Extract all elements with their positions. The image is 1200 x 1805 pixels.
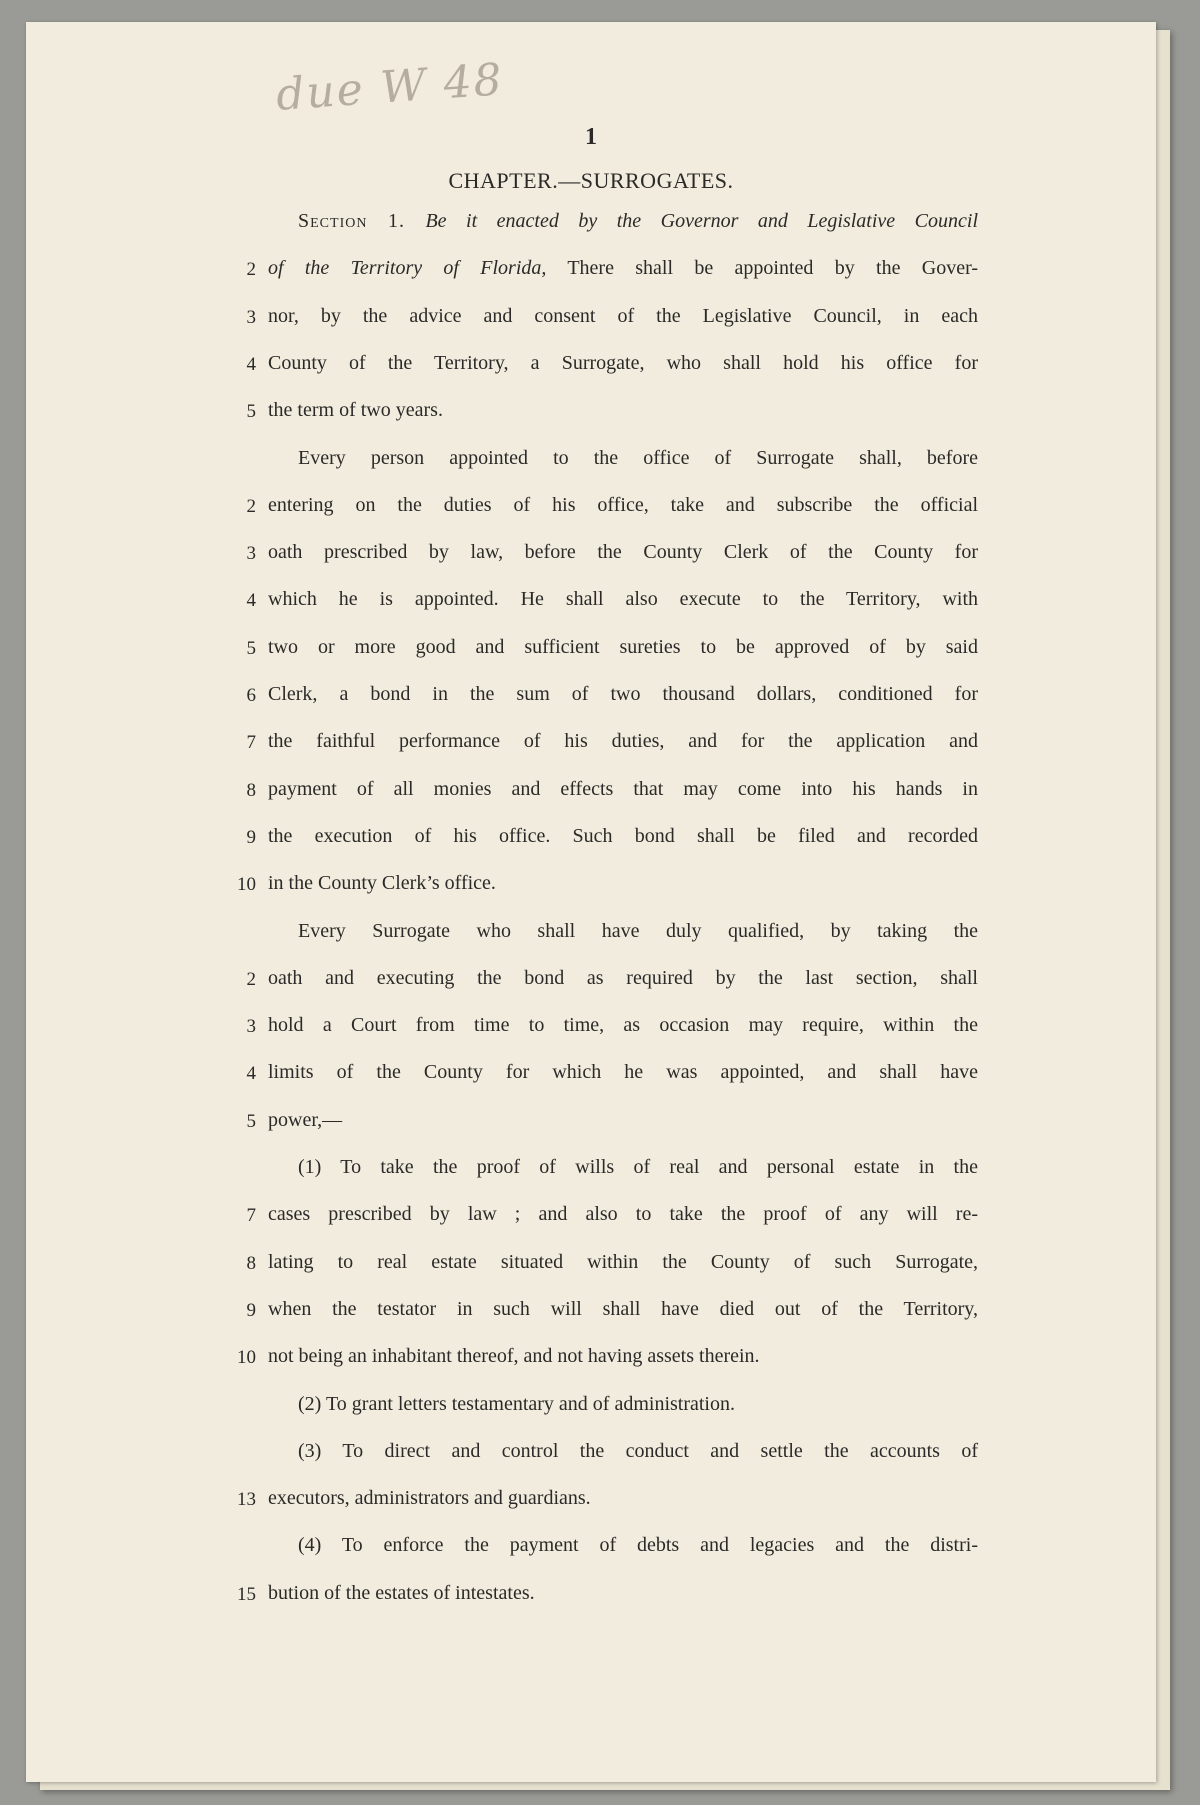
text-line — [26, 445, 1156, 475]
line-text: (4) To enforce the payment of debts and legacies and the distri- — [298, 1534, 978, 1557]
line-text: Clerk, a bond in the sum of two thousand dollars, conditioned for — [268, 683, 978, 705]
text-line — [26, 823, 1156, 853]
line-text: (3) To direct and control the conduct and settle the accounts of — [298, 1439, 978, 1462]
line-number: 8 — [246, 1252, 256, 1274]
text-line — [26, 776, 1156, 806]
line-number: 9 — [246, 826, 256, 848]
line-text: not being an inhabitant thereof, and not having assets therein. — [268, 1345, 760, 1368]
section-label: Section 1. — [298, 210, 426, 232]
italic-text: of the Territory of Florida, — [268, 257, 547, 280]
text-line — [26, 492, 1156, 522]
text-line — [26, 255, 1156, 285]
line-number: 4 — [246, 590, 256, 612]
document-page — [26, 22, 1156, 1782]
line-text: two or more good and sufficient sureties to be approved of by said — [268, 635, 978, 658]
line-text: nor, by the advice and consent of the Legislative Council, in each — [268, 304, 978, 327]
line-text: the term of two years. — [268, 399, 443, 422]
line-number: 13 — [237, 1489, 256, 1511]
text-line — [26, 1107, 1156, 1137]
line-text: entering on the duties of his office, take and subscribe the official — [268, 493, 978, 516]
line-text: the faithful performance of his duties, and for the application and — [268, 730, 978, 753]
text-line — [26, 539, 1156, 569]
text-line — [26, 1485, 1156, 1515]
text-line — [26, 208, 1156, 238]
line-text: which he is appointed. He shall also execute to the Territory, with — [268, 588, 978, 611]
text-line — [26, 1059, 1156, 1089]
line-number: 7 — [246, 732, 256, 754]
line-number: 5 — [246, 1110, 256, 1132]
text-line — [26, 586, 1156, 616]
line-text: cases prescribed by law ; and also to take the proof of any will re- — [268, 1203, 978, 1226]
line-number: 2 — [246, 495, 256, 517]
line-number: 7 — [246, 1205, 256, 1227]
line-number: 5 — [246, 637, 256, 659]
text-line — [26, 728, 1156, 758]
line-number: 3 — [246, 543, 256, 565]
text-line — [26, 1580, 1156, 1610]
page-number: 1 — [585, 124, 597, 150]
line-text: oath and executing the bond as required by the last section, shall — [268, 966, 978, 989]
text-line — [26, 1391, 1156, 1421]
line-number: 2 — [246, 259, 256, 281]
text-line — [26, 918, 1156, 948]
text-line — [26, 1438, 1156, 1468]
line-number: 3 — [246, 306, 256, 328]
line-text: the execution of his office. Such bond shall be filed and recorded — [268, 824, 978, 847]
line-text: payment of all monies and effects that may come into his hands in — [268, 777, 978, 800]
line-text — [298, 210, 978, 233]
line-text: hold a Court from time to time, as occasion may require, within the — [268, 1014, 978, 1037]
chapter-title: CHAPTER.—SURROGATES. — [448, 168, 734, 193]
enacting-clause: Be it enacted by the Governor and Legislative Council — [425, 210, 979, 232]
text-line — [26, 1296, 1156, 1326]
line-text: executors, administrators and guardians. — [268, 1487, 591, 1510]
text-line — [26, 681, 1156, 711]
line-text: County of the Territory, a Surrogate, who shall hold his office for — [268, 351, 978, 374]
text-line — [26, 1343, 1156, 1373]
text-line — [26, 1532, 1156, 1562]
line-number: 4 — [246, 353, 256, 375]
line-number: 3 — [246, 1016, 256, 1038]
line-text: (2) To grant letters testamentary and of administration. — [298, 1392, 735, 1415]
line-number: 15 — [237, 1583, 256, 1605]
line-text: in the County Clerk’s office. — [268, 872, 496, 895]
line-text: oath prescribed by law, before the County Clerk of the County for — [268, 541, 978, 564]
text-line — [26, 350, 1156, 380]
text-line — [26, 397, 1156, 427]
text-line — [26, 1249, 1156, 1279]
line-number: 4 — [246, 1063, 256, 1085]
line-text: bution of the estates of intestates. — [268, 1581, 535, 1604]
text-line — [26, 1154, 1156, 1184]
handwritten-note: due W 48 — [274, 54, 506, 121]
line-number: 2 — [246, 968, 256, 990]
text-line — [26, 965, 1156, 995]
line-number: 5 — [246, 401, 256, 423]
line-number: 10 — [237, 874, 256, 896]
line-text: when the testator in such will shall have died out of the Territory, — [268, 1297, 978, 1320]
text-line — [26, 870, 1156, 900]
text-line — [26, 303, 1156, 333]
text-line — [26, 634, 1156, 664]
line-number: 9 — [246, 1299, 256, 1321]
line-text: Every Surrogate who shall have duly qualified, by taking the — [298, 919, 978, 942]
line-text: limits of the County for which he was appointed, and shall have — [268, 1061, 978, 1084]
text-line — [26, 1201, 1156, 1231]
line-text: of the Territory of Florida, There shall be appointed by the Gover- — [268, 257, 978, 280]
line-text: power,— — [268, 1108, 343, 1131]
line-text: Every person appointed to the office of Surrogate shall, before — [298, 446, 978, 469]
line-text: (1) To take the proof of wills of real and personal estate in the — [298, 1156, 978, 1178]
line-number: 8 — [246, 779, 256, 801]
line-text: lating to real estate situated within the County of such Surrogate, — [268, 1250, 978, 1273]
line-number: 6 — [246, 685, 256, 706]
text-line — [26, 1012, 1156, 1042]
line-number: 10 — [237, 1347, 256, 1369]
